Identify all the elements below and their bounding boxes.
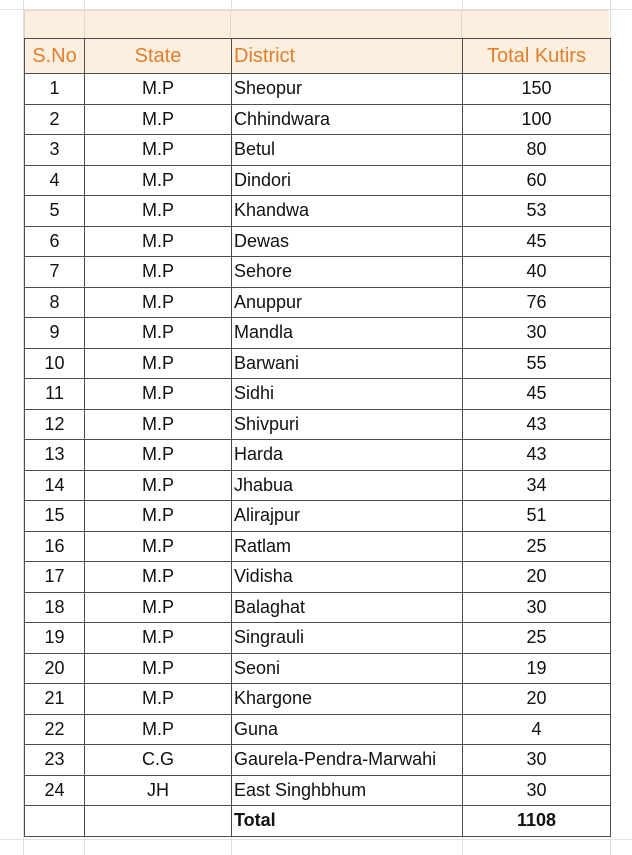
cell-district[interactable]: Sehore (232, 257, 463, 288)
cell-sno[interactable]: 10 (25, 348, 85, 379)
total-row-state-cell[interactable] (85, 806, 232, 837)
cell-total-kutirs[interactable]: 51 (463, 501, 611, 532)
table-row (25, 287, 611, 318)
cell-district[interactable]: Gaurela-Pendra-Marwahi (232, 745, 463, 776)
cell-district[interactable]: Khandwa (232, 196, 463, 227)
cell-sno[interactable]: 21 (25, 684, 85, 715)
cell-state[interactable]: M.P (85, 623, 232, 654)
cell-sno[interactable]: 18 (25, 592, 85, 623)
cell-district[interactable]: Shivpuri (232, 409, 463, 440)
cell-total-kutirs[interactable]: 43 (463, 409, 611, 440)
cell-total-kutirs[interactable]: 30 (463, 318, 611, 349)
table-row (25, 592, 611, 623)
table-row (25, 74, 611, 105)
cell-sno[interactable]: 11 (25, 379, 85, 410)
table-row (25, 379, 611, 410)
cell-total-kutirs[interactable]: 60 (463, 165, 611, 196)
cell-total-kutirs[interactable]: 40 (463, 257, 611, 288)
table-row (25, 775, 611, 806)
cell-district[interactable]: Alirajpur (232, 501, 463, 532)
cell-state[interactable]: M.P (85, 257, 232, 288)
cell-district[interactable]: Anuppur (232, 287, 463, 318)
cell-total-kutirs[interactable]: 53 (463, 196, 611, 227)
cell-total-kutirs[interactable]: 30 (463, 775, 611, 806)
cell-total-kutirs[interactable]: 45 (463, 379, 611, 410)
cell-state[interactable]: M.P (85, 531, 232, 562)
cell-state[interactable]: M.P (85, 135, 232, 166)
cell-state[interactable]: M.P (85, 562, 232, 593)
cell-district[interactable]: Guna (232, 714, 463, 745)
cell-sno[interactable]: 8 (25, 287, 85, 318)
cell-sno[interactable]: 19 (25, 623, 85, 654)
cell-district[interactable]: Harda (232, 440, 463, 471)
table-row (25, 135, 611, 166)
cell-district[interactable]: East Singhbhum (232, 775, 463, 806)
cell-total-kutirs[interactable]: 25 (463, 531, 611, 562)
cell-district[interactable]: Dewas (232, 226, 463, 257)
header-district[interactable]: District (232, 39, 463, 74)
table-row (25, 257, 611, 288)
table-row (25, 623, 611, 654)
header-state[interactable]: State (85, 39, 232, 74)
cell-total-kutirs[interactable]: 19 (463, 653, 611, 684)
table-row (25, 531, 611, 562)
cell-state[interactable]: M.P (85, 287, 232, 318)
cell-district[interactable]: Mandla (232, 318, 463, 349)
cell-district[interactable]: Singrauli (232, 623, 463, 654)
cell-sno[interactable]: 6 (25, 226, 85, 257)
table-row (25, 714, 611, 745)
cell-district[interactable]: Seoni (232, 653, 463, 684)
table-header-row (25, 39, 611, 74)
cell-sno[interactable]: 9 (25, 318, 85, 349)
cell-district[interactable]: Jhabua (232, 470, 463, 501)
cell-state[interactable]: M.P (85, 196, 232, 227)
cell-sno[interactable]: 16 (25, 531, 85, 562)
cell-district[interactable]: Betul (232, 135, 463, 166)
cell-sno[interactable]: 4 (25, 165, 85, 196)
table-row (25, 196, 611, 227)
cell-state[interactable]: M.P (85, 379, 232, 410)
cell-total-kutirs[interactable]: 55 (463, 348, 611, 379)
cell-total-kutirs[interactable]: 30 (463, 592, 611, 623)
cell-state[interactable]: M.P (85, 440, 232, 471)
cell-district[interactable]: Sidhi (232, 379, 463, 410)
cell-total-kutirs[interactable]: 80 (463, 135, 611, 166)
band-cell[interactable] (230, 10, 461, 38)
cell-total-kutirs[interactable]: 150 (463, 74, 611, 105)
cell-state[interactable]: M.P (85, 165, 232, 196)
cell-total-kutirs[interactable]: 100 (463, 104, 611, 135)
cell-state[interactable]: M.P (85, 226, 232, 257)
cell-sno[interactable]: 24 (25, 775, 85, 806)
table-row (25, 501, 611, 532)
table-row (25, 745, 611, 776)
kutirs-table (24, 38, 611, 837)
cell-district[interactable]: Ratlam (232, 531, 463, 562)
cell-state[interactable]: M.P (85, 348, 232, 379)
total-row (25, 806, 611, 837)
cell-district[interactable]: Chhindwara (232, 104, 463, 135)
cell-sno[interactable]: 1 (25, 74, 85, 105)
table-row (25, 226, 611, 257)
cell-sno[interactable]: 22 (25, 714, 85, 745)
cell-state[interactable]: M.P (85, 501, 232, 532)
cell-total-kutirs[interactable]: 43 (463, 440, 611, 471)
cell-total-kutirs[interactable]: 30 (463, 745, 611, 776)
cell-total-kutirs[interactable]: 76 (463, 287, 611, 318)
table-row (25, 653, 611, 684)
cell-total-kutirs[interactable]: 4 (463, 714, 611, 745)
cell-sno[interactable]: 7 (25, 257, 85, 288)
cell-sno[interactable]: 5 (25, 196, 85, 227)
cell-district[interactable]: Vidisha (232, 562, 463, 593)
band-cell[interactable] (461, 10, 609, 38)
cell-sno[interactable]: 13 (25, 440, 85, 471)
table-row (25, 562, 611, 593)
total-row-sno-cell[interactable] (25, 806, 85, 837)
cell-state[interactable]: M.P (85, 74, 232, 105)
cell-district[interactable]: Khargone (232, 684, 463, 715)
cell-sno[interactable]: 3 (25, 135, 85, 166)
cell-state[interactable]: M.P (85, 684, 232, 715)
header-total-kutirs[interactable]: Total Kutirs (463, 39, 611, 74)
cell-sno[interactable]: 2 (25, 104, 85, 135)
header-sno[interactable]: S.No (25, 39, 85, 74)
cell-sno[interactable]: 17 (25, 562, 85, 593)
gridline-row-bottom (0, 839, 632, 840)
cell-total-kutirs[interactable]: 25 (463, 623, 611, 654)
cell-state[interactable]: C.G (85, 745, 232, 776)
cell-district[interactable]: Balaghat (232, 592, 463, 623)
cell-state[interactable]: M.P (85, 318, 232, 349)
cell-total-kutirs[interactable]: 45 (463, 226, 611, 257)
cell-state[interactable]: M.P (85, 104, 232, 135)
table-row (25, 440, 611, 471)
cell-sno[interactable]: 20 (25, 653, 85, 684)
cell-sno[interactable]: 15 (25, 501, 85, 532)
cell-sno[interactable]: 14 (25, 470, 85, 501)
cell-district[interactable]: Barwani (232, 348, 463, 379)
cell-state[interactable]: M.P (85, 409, 232, 440)
table-row (25, 470, 611, 501)
cell-state[interactable]: M.P (85, 470, 232, 501)
cell-sno[interactable]: 23 (25, 745, 85, 776)
cell-sno[interactable]: 12 (25, 409, 85, 440)
cell-district[interactable]: Dindori (232, 165, 463, 196)
band-cell[interactable] (84, 10, 230, 38)
table-row (25, 165, 611, 196)
total-label[interactable]: Total (232, 806, 463, 837)
table-row (25, 348, 611, 379)
cell-total-kutirs[interactable]: 20 (463, 684, 611, 715)
table-row (25, 409, 611, 440)
cell-total-kutirs[interactable]: 34 (463, 470, 611, 501)
table-row (25, 104, 611, 135)
cell-state[interactable]: JH (85, 775, 232, 806)
cell-district[interactable]: Sheopur (232, 74, 463, 105)
table-row (25, 318, 611, 349)
header-band-row (24, 10, 609, 38)
cell-state[interactable]: M.P (85, 714, 232, 745)
table-row (25, 684, 611, 715)
cell-state[interactable]: M.P (85, 653, 232, 684)
cell-state[interactable]: M.P (85, 592, 232, 623)
cell-total-kutirs[interactable]: 20 (463, 562, 611, 593)
total-value[interactable]: 1108 (463, 806, 611, 837)
band-cell[interactable] (24, 10, 84, 38)
